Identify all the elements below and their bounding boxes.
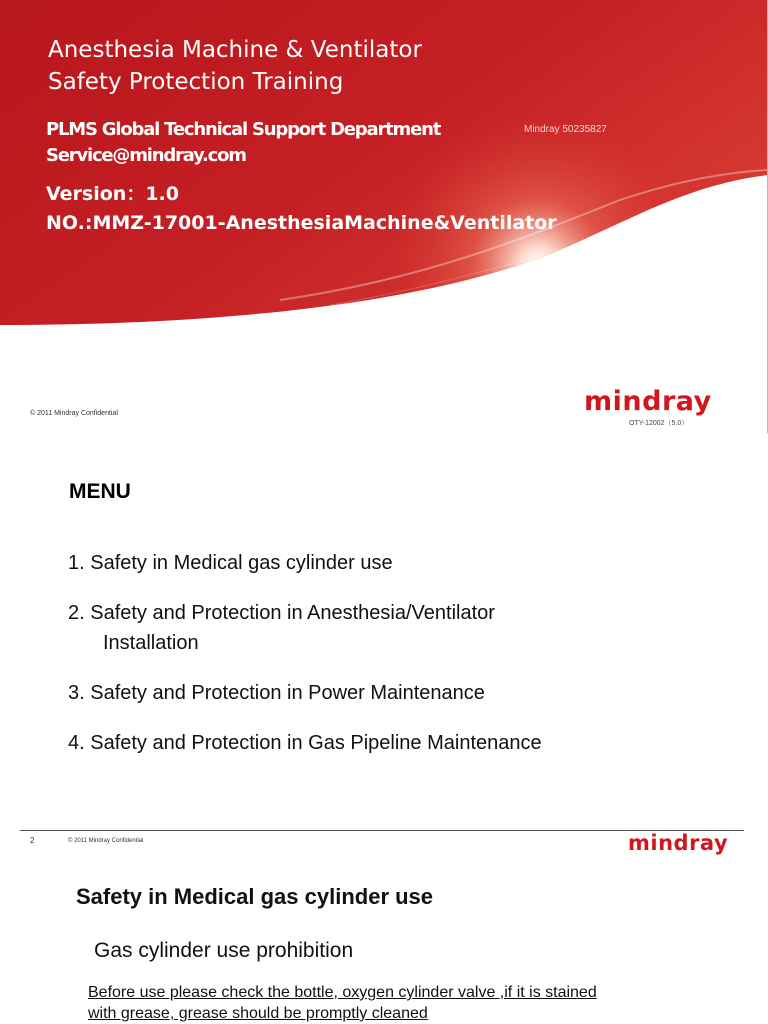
menu-item — [68, 548, 542, 578]
menu-title: MENU — [69, 480, 131, 503]
support-email: Service@mindray.com — [46, 145, 246, 166]
mindray-logo: mindray — [584, 386, 712, 417]
version-label: Version：1.0 — [46, 183, 179, 205]
form-code: OTY-12002（5.0） — [629, 420, 689, 427]
menu-item — [68, 728, 542, 758]
document-number: NO.:MMZ-17001-AnesthesiaMachine&Ventilator — [46, 212, 557, 234]
title-line-2: Safety Protection Training — [48, 69, 344, 95]
menu-item-text: 2. Safety and Protection in Anesthesia/Ventilator — [68, 602, 495, 624]
slide-body-text: Before use please check the bottle, oxygen cylinder valve ,if it is stained with grease, grease should be promptly cleaned — [88, 984, 597, 1022]
menu-list — [68, 548, 542, 778]
menu-item-text: 3. Safety and Protection in Power Maintenance — [68, 682, 485, 704]
confidential-notice: © 2011 Mindray Confidential — [30, 410, 118, 417]
menu-item-text: 1. Safety in Medical gas cylinder use — [68, 552, 393, 574]
menu-slide — [0, 433, 768, 865]
document-code: Mindray 50235827 — [524, 124, 607, 135]
department-name: PLMS Global Technical Support Department — [46, 119, 441, 140]
title-slide — [0, 0, 768, 433]
page-number: 2 — [30, 836, 35, 845]
menu-item-continuation: Installation — [103, 632, 199, 654]
slide-title: Safety in Medical gas cylinder use — [76, 884, 434, 909]
slide-subtitle: Gas cylinder use prohibition — [94, 939, 354, 962]
mindray-logo: mindray — [628, 831, 729, 855]
menu-item — [68, 598, 542, 658]
content-slide — [0, 865, 768, 1024]
title-line-1: Anesthesia Machine & Ventilator — [48, 37, 422, 63]
menu-item-text: 4. Safety and Protection in Gas Pipeline Maintenance — [68, 732, 542, 754]
menu-item — [68, 678, 542, 708]
confidential-notice: © 2011 Mindray Confidential — [68, 838, 144, 844]
